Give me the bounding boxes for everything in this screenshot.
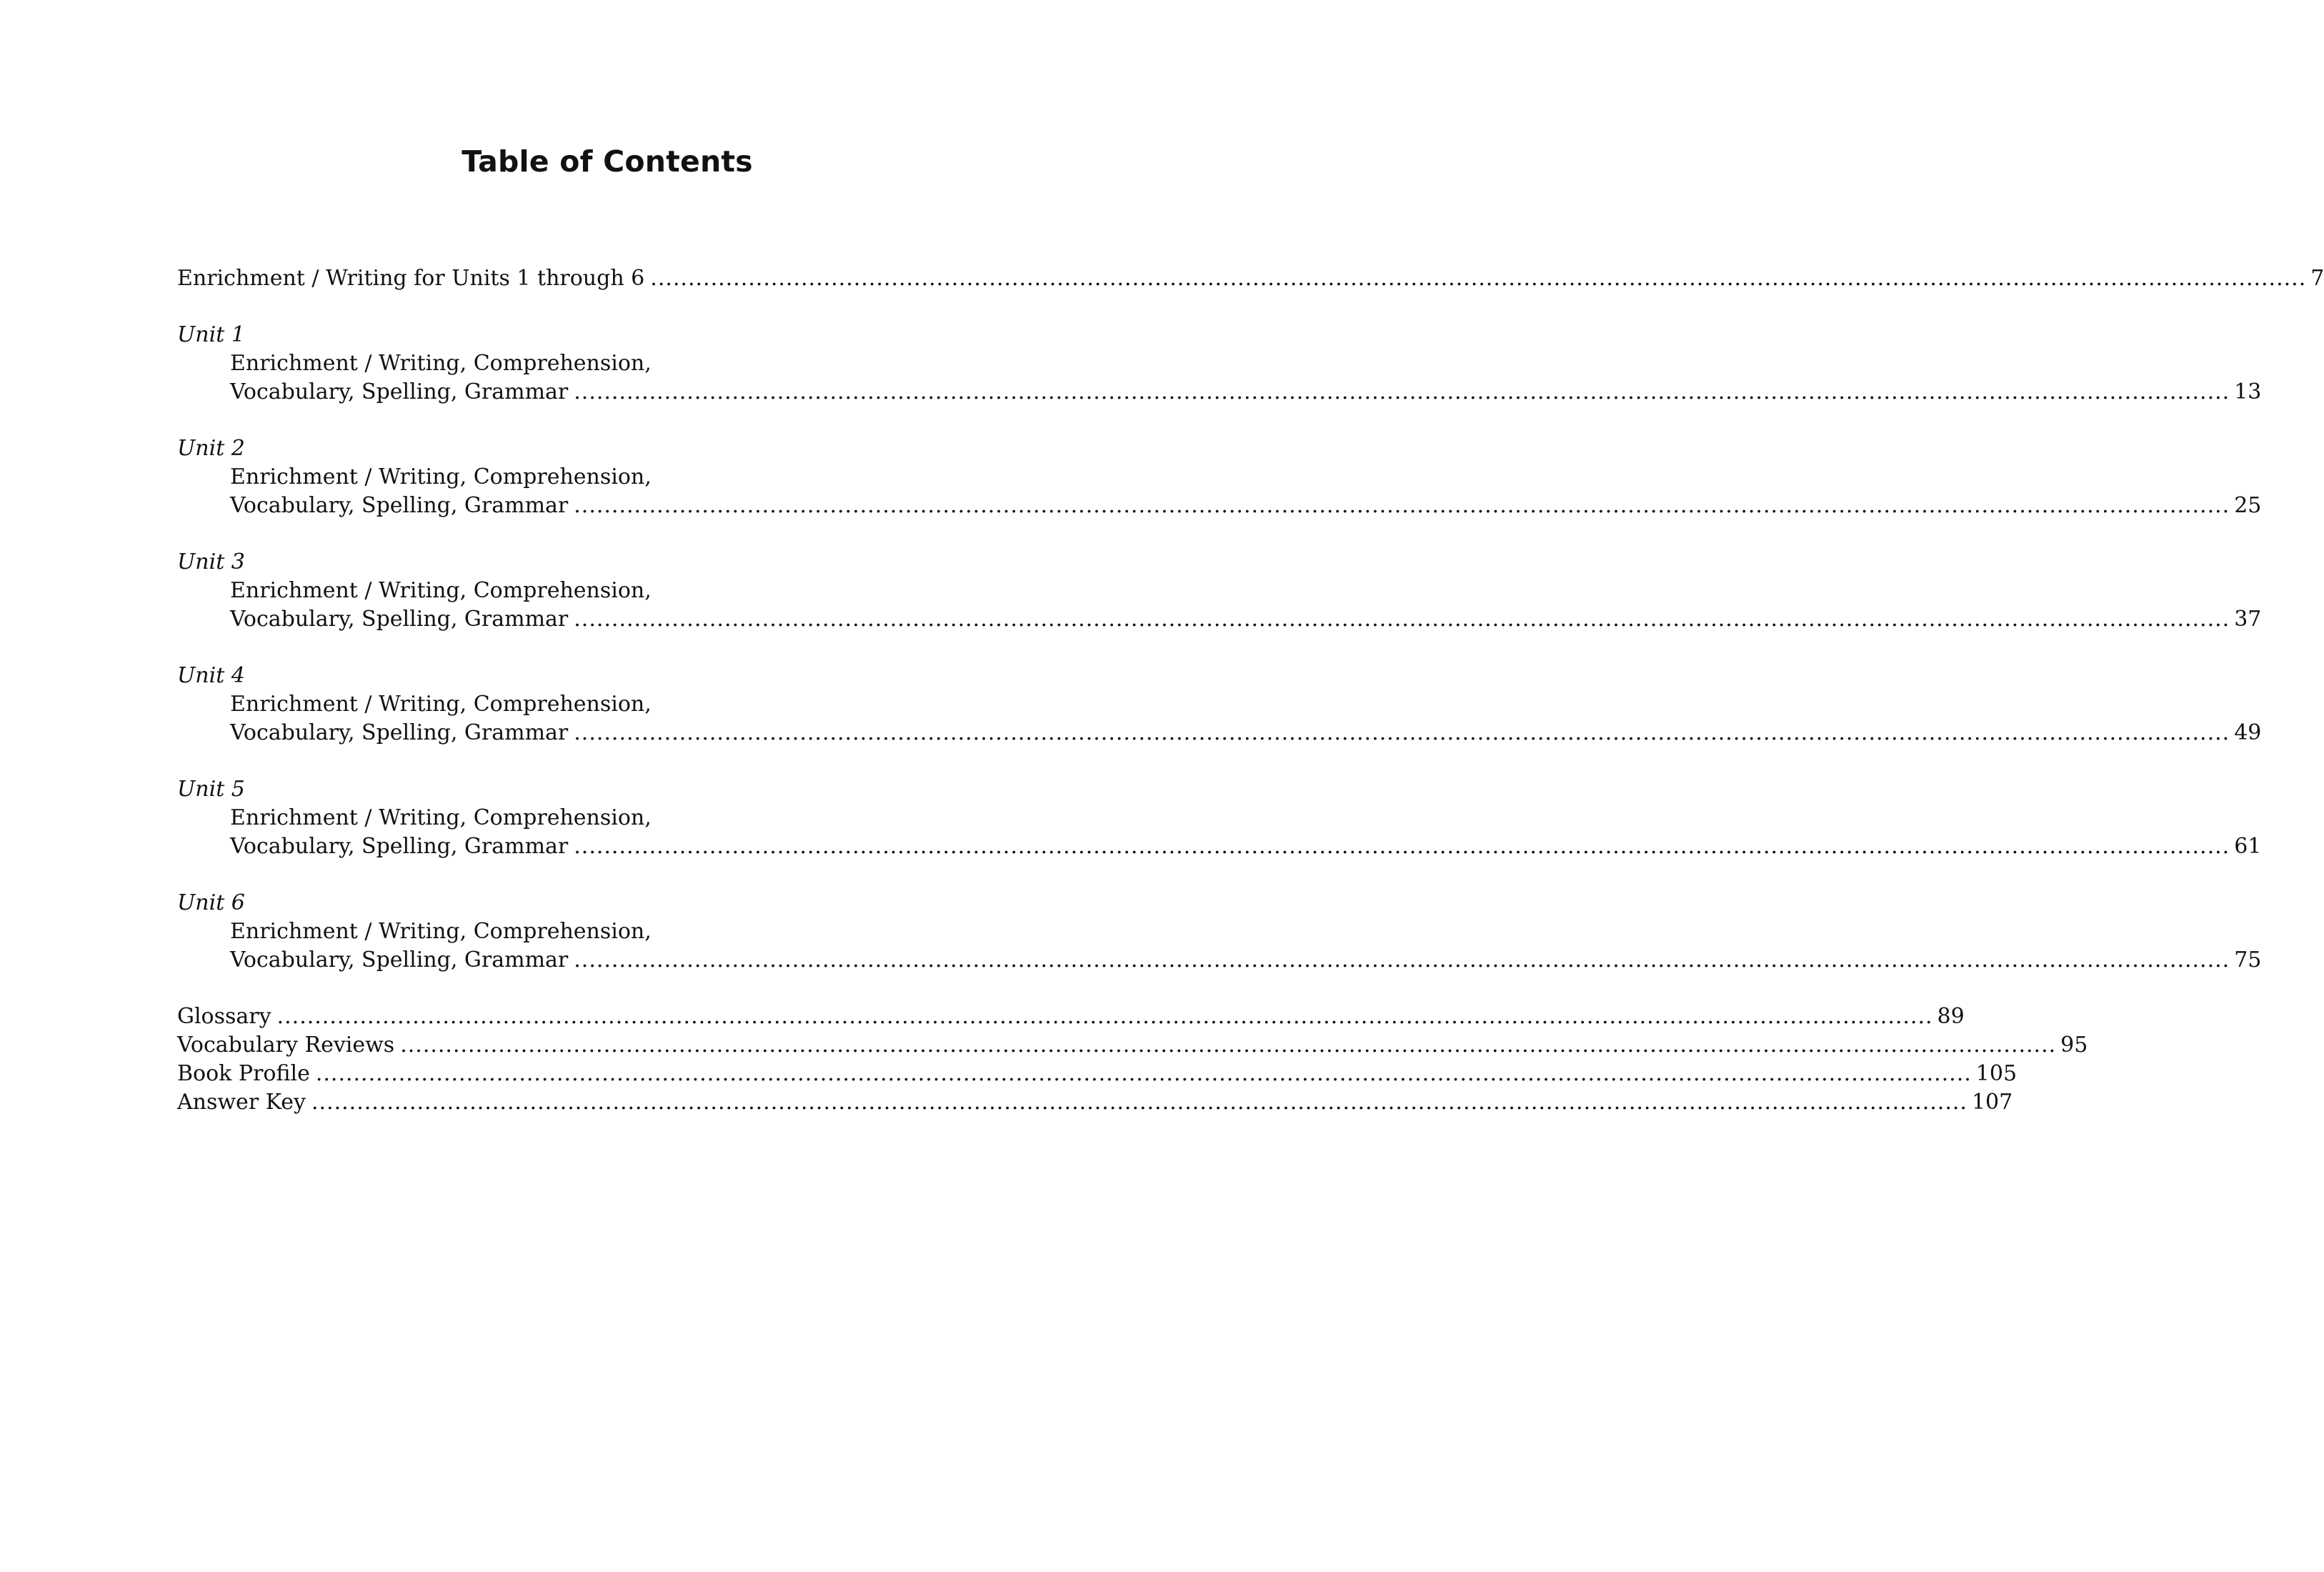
unit-heading: Unit 1 xyxy=(177,322,245,347)
toc-entry-label: Vocabulary, Spelling, Grammar xyxy=(230,607,569,632)
toc-entry-label: Vocabulary, Spelling, Grammar xyxy=(230,493,569,518)
unit-description-line xyxy=(177,577,1063,605)
toc-entry-book-profile[interactable] xyxy=(177,1060,2018,1088)
toc-unit-3 xyxy=(177,548,2262,634)
toc-entry-label: Enrichment / Writing, Comprehension, xyxy=(230,464,652,489)
dot-leader: ............................................................................................................................................................................................................................ xyxy=(574,720,2230,745)
dot-leader: ............................................................................................................................................................................................................................ xyxy=(650,266,2307,291)
toc-entry-unit-4[interactable] xyxy=(177,719,2262,747)
toc-page-number: 13 xyxy=(2234,379,2262,404)
toc-entry-label: Book Profile xyxy=(177,1061,310,1086)
toc-page-number: 37 xyxy=(2234,607,2262,632)
unit-description-line xyxy=(177,804,1063,832)
toc-entry-label: Enrichment / Writing, Comprehension, xyxy=(230,805,652,830)
toc-entry-vocabulary-reviews[interactable] xyxy=(177,1031,2088,1060)
dot-leader: ............................................................................................................................................................................................................................ xyxy=(400,1033,2057,1058)
table-of-contents xyxy=(177,264,2324,1117)
toc-page-number: 89 xyxy=(1937,1004,1965,1029)
unit-heading: Unit 3 xyxy=(177,549,245,574)
toc-entry-label: Vocabulary, Spelling, Grammar xyxy=(230,947,569,972)
dot-leader: ............................................................................................................................................................................................................................ xyxy=(276,1004,1933,1029)
toc-entry-label: Answer Key xyxy=(177,1090,306,1115)
toc-unit-5 xyxy=(177,775,2262,861)
toc-page-number: 107 xyxy=(1971,1090,2013,1115)
dot-leader: ............................................................................................................................................................................................................................ xyxy=(574,493,2230,518)
toc-entry-label: Glossary xyxy=(177,1004,271,1029)
unit-heading: Unit 4 xyxy=(177,663,245,688)
unit-heading: Unit 2 xyxy=(177,436,245,461)
toc-entry-label: Vocabulary Reviews xyxy=(177,1033,395,1058)
toc-entry-label: Enrichment / Writing for Units 1 through 6 xyxy=(177,266,645,291)
dot-leader: ............................................................................................................................................................................................................................ xyxy=(574,947,2230,972)
dot-leader: ............................................................................................................................................................................................................................ xyxy=(315,1061,1972,1086)
toc-entry-label: Vocabulary, Spelling, Grammar xyxy=(230,379,569,404)
toc-entry-unit-5[interactable] xyxy=(177,832,2262,861)
toc-page-number: 105 xyxy=(1975,1061,2018,1086)
toc-unit-1 xyxy=(177,321,2262,407)
toc-entry-label: Enrichment / Writing, Comprehension, xyxy=(230,919,652,944)
toc-page-number: 95 xyxy=(2060,1033,2088,1058)
toc-entry-unit-1[interactable] xyxy=(177,378,2262,407)
toc-entry-label: Enrichment / Writing, Comprehension, xyxy=(230,351,652,376)
toc-entry-unit-3[interactable] xyxy=(177,605,2262,634)
unit-description-line xyxy=(177,463,1063,492)
toc-unit-4 xyxy=(177,662,2262,747)
toc-entry-unit-6[interactable] xyxy=(177,946,2262,975)
unit-description-line xyxy=(177,690,1063,719)
unit-description-line xyxy=(177,349,1063,378)
dot-leader: ............................................................................................................................................................................................................................ xyxy=(311,1090,1968,1115)
toc-page-number: 75 xyxy=(2234,947,2262,972)
dot-leader: ............................................................................................................................................................................................................................ xyxy=(574,607,2230,632)
dot-leader: ............................................................................................................................................................................................................................ xyxy=(574,834,2230,859)
toc-entry-label: Enrichment / Writing, Comprehension, xyxy=(230,692,652,717)
toc-entry-intro[interactable] xyxy=(177,264,2324,293)
toc-entry-answer-key[interactable] xyxy=(177,1088,2013,1117)
dot-leader: ............................................................................................................................................................................................................................ xyxy=(574,379,2230,404)
toc-entry-label: Vocabulary, Spelling, Grammar xyxy=(230,834,569,859)
toc-entry-glossary[interactable] xyxy=(177,1003,1965,1031)
toc-entry-label: Enrichment / Writing, Comprehension, xyxy=(230,578,652,603)
toc-entry-unit-2[interactable] xyxy=(177,492,2262,520)
toc-unit-6 xyxy=(177,889,2262,975)
unit-heading: Unit 6 xyxy=(177,890,245,915)
toc-entry-label: Vocabulary, Spelling, Grammar xyxy=(230,720,569,745)
unit-heading: Unit 5 xyxy=(177,777,245,802)
toc-page-number: 25 xyxy=(2234,493,2262,518)
page-title: Table of Contents xyxy=(462,144,753,179)
toc-page-number: 7 xyxy=(2310,266,2324,291)
toc-back-matter xyxy=(177,1003,2088,1117)
toc-page-number: 49 xyxy=(2234,720,2262,745)
unit-description-line xyxy=(177,917,1063,946)
toc-unit-2 xyxy=(177,434,2262,520)
toc-page-number: 61 xyxy=(2234,834,2262,859)
